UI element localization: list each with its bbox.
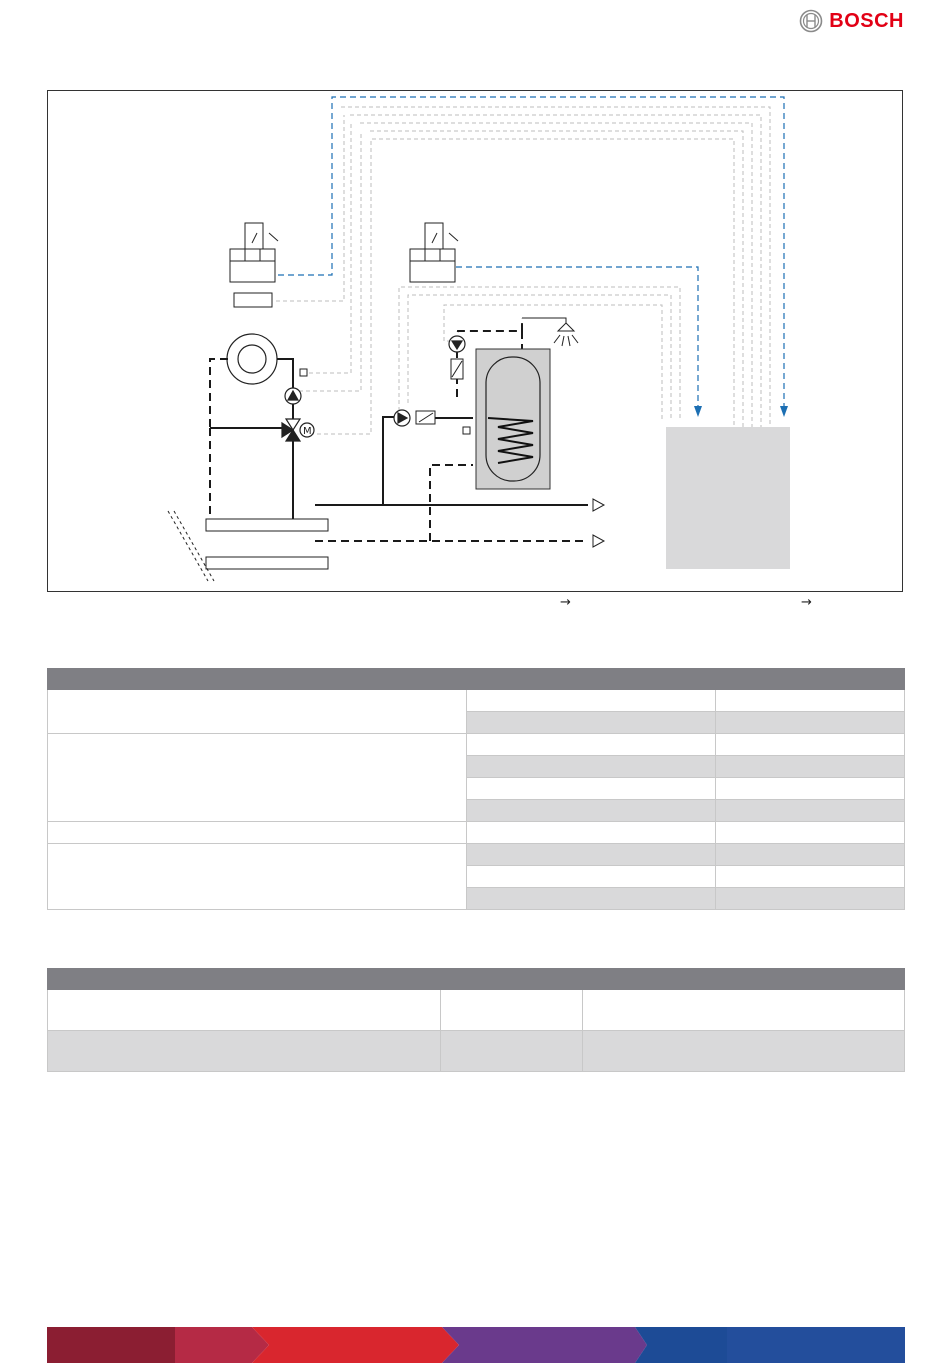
- table-cell: [48, 1031, 441, 1072]
- table-cell: [716, 690, 905, 712]
- mixing-valve-icon: [282, 419, 314, 441]
- table-header-cell: [48, 669, 467, 690]
- outlet-arrow: [593, 535, 604, 547]
- table-cell: [716, 778, 905, 800]
- table-cell: [716, 844, 905, 866]
- table-cell: [466, 778, 716, 800]
- table-cell: [48, 822, 467, 844]
- table-cell: [48, 734, 467, 822]
- table-cell: [466, 690, 716, 712]
- table-header-row: [48, 969, 905, 990]
- table-cell: [583, 1031, 905, 1072]
- bosch-armature-icon: [799, 9, 823, 33]
- table-row: [48, 1031, 905, 1072]
- controller-icon: [410, 223, 458, 282]
- table-cell: [716, 734, 905, 756]
- table-cell: [466, 866, 716, 888]
- table-cell: [466, 844, 716, 866]
- pump-icon: [394, 410, 410, 426]
- table-header-row: [48, 669, 905, 690]
- storage-tank-icon: [476, 349, 550, 489]
- table-row: [48, 990, 905, 1031]
- arrow-glyph: →: [801, 595, 812, 610]
- signal-arrow-blue-2: [694, 406, 702, 417]
- table-header-cell: [716, 669, 905, 690]
- control-unit-panel: [666, 427, 790, 569]
- table-header-cell: [583, 969, 905, 990]
- sensor-icon: [300, 369, 307, 376]
- brand-name: BOSCH: [829, 9, 904, 32]
- table-cell: [583, 990, 905, 1031]
- table-row: [48, 690, 905, 712]
- table-row: [48, 844, 905, 866]
- table-cell: [716, 712, 905, 734]
- table-cell: [466, 734, 716, 756]
- hydraulic-diagram: [47, 90, 903, 592]
- table-header-cell: [466, 669, 716, 690]
- table-cell: [466, 888, 716, 910]
- table-header-cell: [440, 969, 583, 990]
- table-cell: [440, 1031, 583, 1072]
- footer-segment: [727, 1327, 905, 1363]
- pump-icon: [449, 336, 465, 352]
- outlet-arrow: [593, 499, 604, 511]
- footer-segment: [442, 1327, 647, 1363]
- table-cell: [48, 844, 467, 910]
- table-cell: [716, 800, 905, 822]
- footer-segment: [47, 1327, 182, 1363]
- table-cell: [716, 888, 905, 910]
- table-cell: [466, 712, 716, 734]
- table-cell: [716, 866, 905, 888]
- secondary-table: [47, 968, 905, 1072]
- footer-segment: [635, 1327, 727, 1363]
- table-row: [48, 822, 905, 844]
- footer-color-band: [47, 1327, 905, 1363]
- table-header-cell: [48, 969, 441, 990]
- heat-exchanger-icon: [416, 359, 463, 424]
- table-cell: [48, 990, 441, 1031]
- footer-segment: [175, 1327, 269, 1363]
- svg-text:M: M: [303, 426, 312, 437]
- signal-arrow-blue-1: [780, 406, 788, 417]
- controller-icon: [230, 223, 278, 307]
- table-cell: [466, 756, 716, 778]
- brand-logo: [799, 8, 904, 34]
- table-cell: [466, 822, 716, 844]
- table-cell: [466, 800, 716, 822]
- table-cell: [716, 822, 905, 844]
- manifold: [168, 511, 328, 581]
- boiler-icon: [227, 334, 277, 384]
- shower-icon: [522, 318, 578, 346]
- table-row: [48, 734, 905, 756]
- footer-segment: [252, 1327, 459, 1363]
- table-cell: [48, 690, 467, 734]
- table-cell: [440, 990, 583, 1031]
- specification-table: [47, 668, 905, 910]
- arrow-glyph: →: [560, 595, 571, 610]
- table-cell: [716, 756, 905, 778]
- sensor-icon: [463, 427, 470, 434]
- pump-icon: [285, 388, 301, 404]
